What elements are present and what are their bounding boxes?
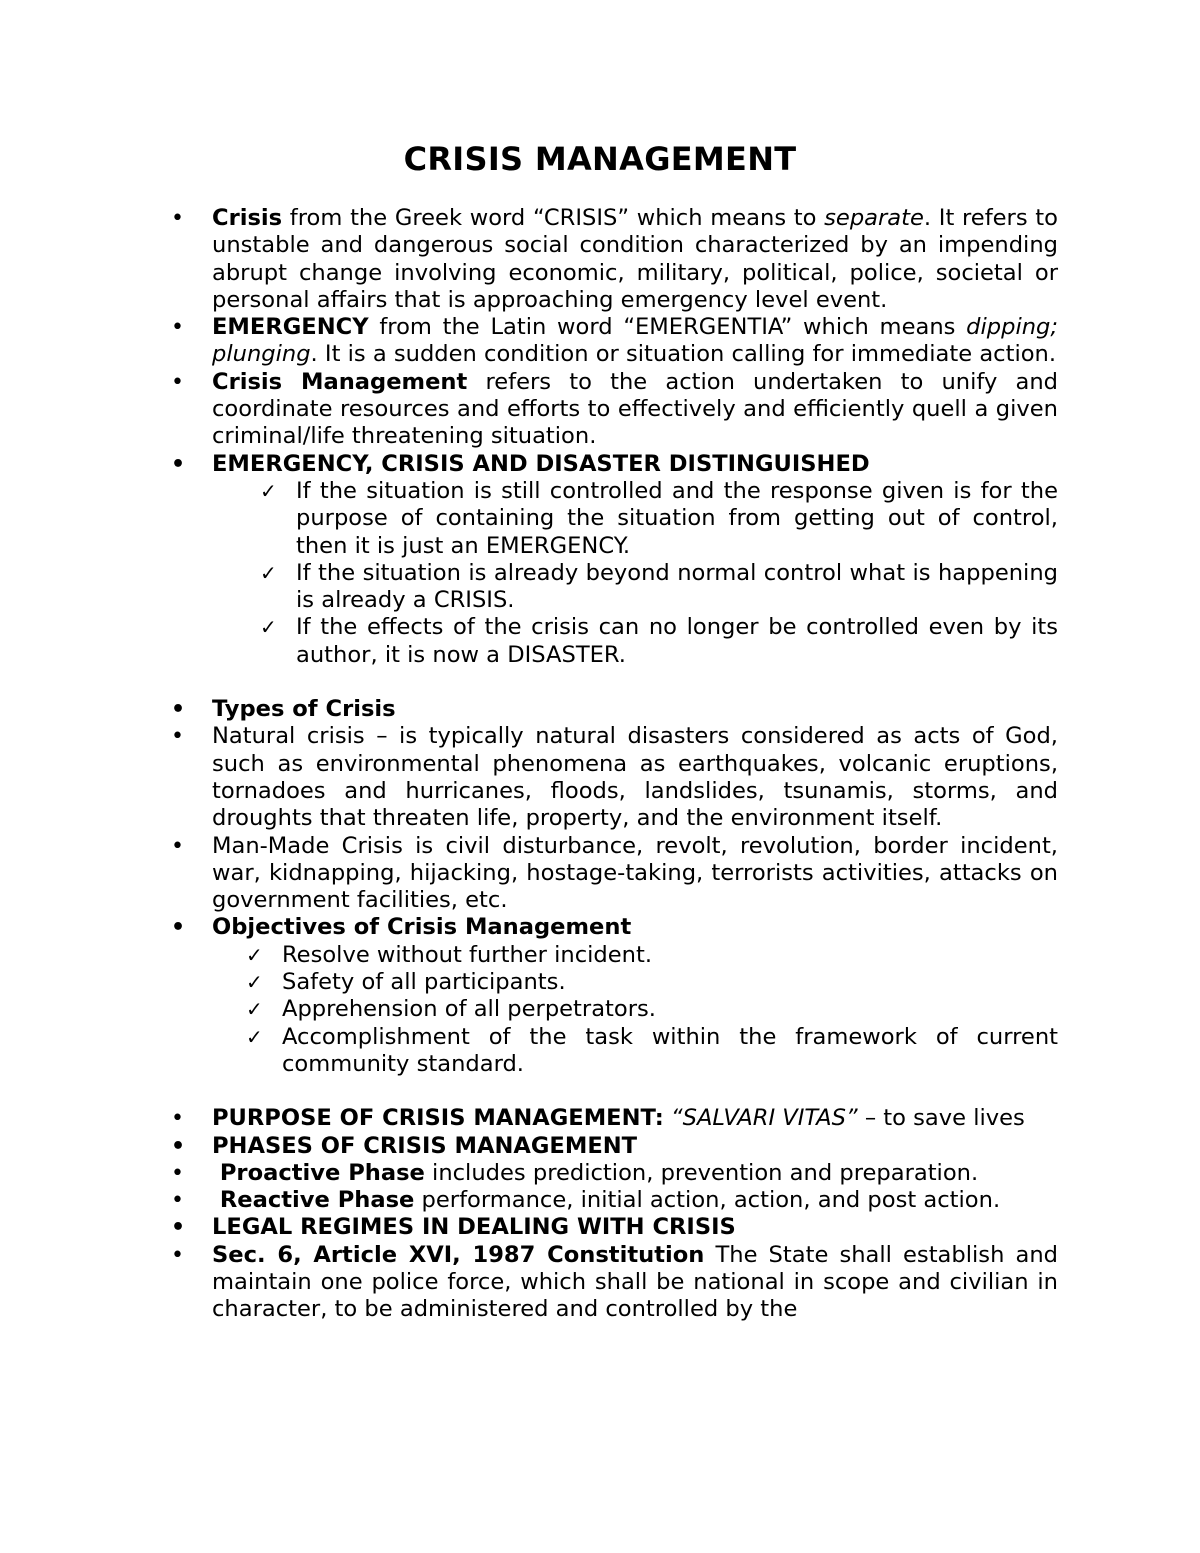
check-item [260, 477, 1058, 560]
check-text: If the effects of the crisis can no longer be controlled even by its author, it is now a DISASTER. [296, 614, 1058, 668]
check-icon: ✓ [246, 1024, 263, 1049]
list-item-phases-heading: • PHASES OF CRISIS MANAGEMENT [168, 1133, 1058, 1160]
term-sec6: Sec. 6, Article XVI, 1987 Constitution [212, 1241, 705, 1268]
check-item [246, 941, 1058, 969]
check-text: Safety of all participants. [282, 969, 566, 996]
check-icon: ✓ [246, 997, 263, 1022]
objectives-checklist [168, 942, 1058, 1078]
purpose-text: – to save lives [857, 1105, 1025, 1132]
check-icon: ✓ [260, 615, 277, 640]
term-reactive: Reactive Phase [212, 1187, 415, 1214]
check-icon: ✓ [246, 942, 263, 967]
check-item [260, 614, 1058, 669]
emergency-italic: dipping; plunging [212, 314, 1058, 368]
spacer [168, 1078, 1058, 1105]
list-item-natural-crisis: • Natural crisis – is typically natural disasters considered as acts of God, such as environmental phenomena as earthquakes, volcanic eruptions, tornadoes and hurricanes, floods, landslides, tsunamis, storms, and droughts that threaten life, property, and the environment itself. [168, 723, 1058, 832]
term-crisis-management: Crisis Management [212, 368, 468, 395]
distinguished-checklist [168, 478, 1058, 669]
list-item-reactive [168, 1187, 1058, 1214]
term-proactive: Proactive Phase [212, 1159, 425, 1186]
term-emergency: EMERGENCY [212, 314, 369, 341]
emergency-text-1: from the Latin word “EMERGENTIA” which means [368, 314, 967, 341]
term-crisis: Crisis [212, 205, 283, 231]
list-item-man-made-crisis: • Man-Made Crisis is civil disturbance, revolt, revolution, border incident, war, kidnapping, hijacking, hostage-taking, terrorists activities, attacks on government facilities, etc. [168, 833, 1058, 915]
list-item-emergency [168, 314, 1058, 369]
check-text: Apprehension of all perpetrators. [282, 996, 656, 1023]
list-item-legal-heading: • LEGAL REGIMES IN DEALING WITH CRISIS [168, 1214, 1058, 1241]
spacer [168, 669, 1058, 696]
purpose-quote: “SALVARI VITAS” [670, 1105, 858, 1132]
check-text: If the situation is still controlled and the response given is for the purpose of containing the situation from getting out of control, then it is just an EMERGENCY. [296, 477, 1058, 559]
check-item [260, 559, 1058, 615]
reactive-text: performance, initial action, action, and post action. [414, 1187, 1001, 1214]
check-icon: ✓ [260, 560, 277, 585]
purpose-label: PURPOSE OF CRISIS MANAGEMENT: [212, 1105, 664, 1132]
emergency-text-2: . It is a sudden condition or situation calling for immediate action. [310, 341, 1057, 368]
document-body [168, 205, 1058, 1324]
crisis-text-1: from the Greek word “CRISIS” which means to [282, 205, 825, 231]
check-item [246, 996, 1058, 1023]
proactive-text: includes prediction, prevention and preparation. [424, 1159, 979, 1186]
list-item-sec6 [168, 1242, 1058, 1324]
check-text: If the situation is already beyond normal control what is happening is already a CRISIS. [296, 559, 1058, 614]
list-item-objectives-heading: • Objectives of Crisis Management [168, 914, 1058, 941]
crisis-management-text: refers to the action undertaken to unify and coordinate resources and efforts to effectively and efficiently quell a given criminal/life threatening situation. [212, 368, 1058, 450]
list-item-crisis-management [168, 369, 1058, 451]
check-text: Accomplishment of the task within the framework of current community standard. [282, 1023, 1058, 1077]
sec6-text: The State shall establish and maintain one police force, which shall be national in scope and civilian in character, to be administered and controlled by the [212, 1241, 1058, 1323]
crisis-italic: separate [824, 205, 924, 231]
check-item [246, 1023, 1058, 1079]
list-item-purpose [168, 1105, 1058, 1132]
list-item-types-heading: • Types of Crisis [168, 696, 1058, 723]
page-title: CRISIS MANAGEMENT [403, 140, 797, 178]
check-icon: ✓ [246, 970, 263, 995]
list-item-distinguished-heading: • EMERGENCY, CRISIS AND DISASTER DISTINGUISHED [168, 451, 1058, 478]
crisis-text-2: . It refers to unstable and dangerous social condition characterized by an impending abrupt change involving economic, military, political, police, societal or personal affairs that is approaching emergency level event. [212, 205, 1058, 313]
check-icon: ✓ [260, 478, 277, 503]
check-item [246, 969, 1058, 996]
check-text: Resolve without further incident. [282, 941, 653, 968]
list-item-proactive [168, 1160, 1058, 1187]
list-item-crisis [168, 205, 1058, 314]
